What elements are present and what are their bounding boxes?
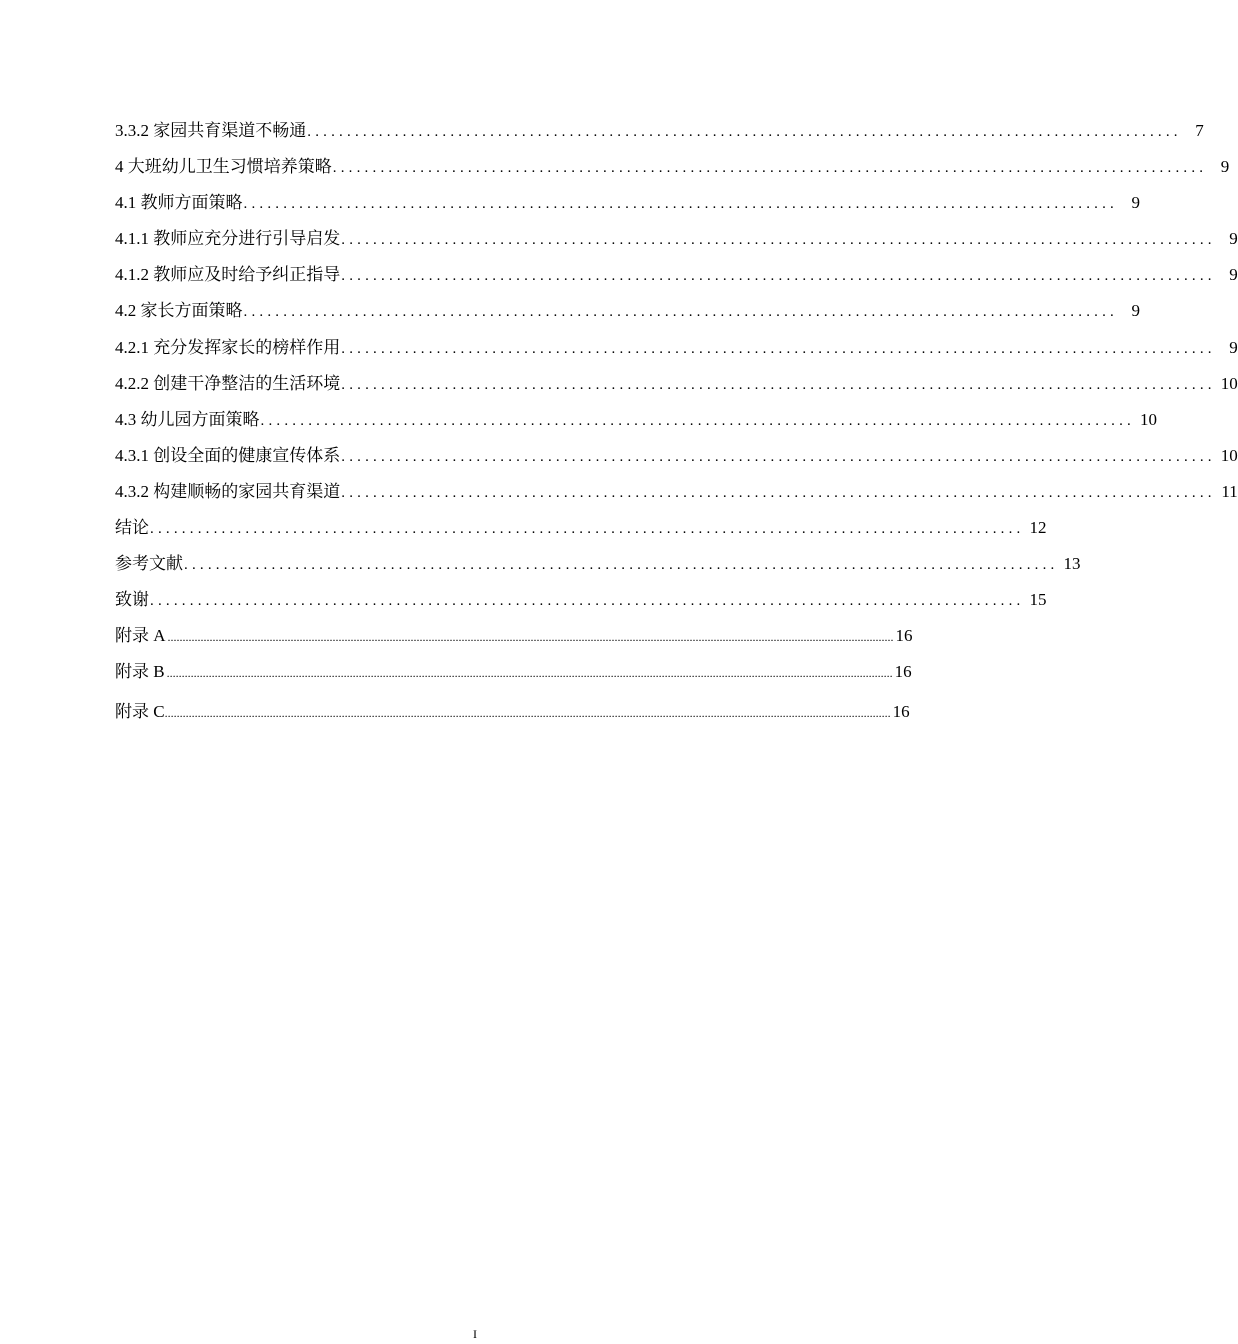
toc-dot-leader: ..............................................................................................................	[243, 304, 1118, 321]
toc-entry-page: 9	[1131, 193, 1140, 213]
toc-dot-leader: ..............................................................................................................	[341, 268, 1216, 285]
toc-entry-title: 附录 B	[115, 662, 165, 682]
toc-entry[interactable]	[115, 366, 1238, 402]
toc-entry-title: 致谢	[115, 590, 149, 610]
toc-entry-title: 4.3 幼儿园方面策略	[115, 409, 260, 429]
toc-entry[interactable]	[115, 185, 1140, 221]
toc-dot-leader: ..............................................................................................................	[341, 448, 1216, 465]
toc-entry-title: 4.2.1 充分发挥家长的榜样作用	[115, 337, 341, 357]
toc-entry-page: 16	[895, 626, 913, 646]
toc-entry-page: 16	[892, 701, 910, 721]
toc-entry[interactable]	[115, 221, 1238, 257]
toc-dot-leader: ..............................................................................................................	[243, 196, 1118, 213]
toc-entry-page: 13	[1063, 554, 1081, 574]
toc-entry[interactable]	[115, 474, 1238, 510]
toc-entry-page: 16	[894, 662, 912, 682]
toc-dot-leader: ..................................................................................................................................................................................................................................................	[164, 705, 891, 720]
toc-entry-page: 10	[1220, 445, 1238, 465]
toc-entry[interactable]	[115, 257, 1238, 293]
toc-entry-page: 9	[1220, 157, 1230, 177]
toc-entry[interactable]	[115, 618, 913, 654]
table-of-contents	[115, 113, 1238, 731]
toc-dot-leader: ..............................................................................................................	[341, 232, 1216, 249]
toc-dot-leader: ..............................................................................................................	[184, 557, 1059, 574]
toc-entry-title: 4 大班幼儿卫生习惯培养策略	[115, 157, 332, 177]
toc-entry-page: 15	[1029, 590, 1047, 610]
toc-entry[interactable]	[115, 293, 1140, 329]
toc-entry[interactable]	[115, 654, 912, 690]
toc-entry-page: 9	[1229, 229, 1238, 249]
toc-dot-leader: ..............................................................................................................	[307, 124, 1182, 140]
toc-dot-leader: ..............................................................................................................	[332, 160, 1208, 177]
toc-dot-leader: ..............................................................................................................	[341, 376, 1216, 393]
toc-entry-title: 4.3.2 构建顺畅的家园共育渠道	[115, 481, 341, 501]
toc-entry-page: 9	[1131, 301, 1140, 321]
toc-entry[interactable]	[115, 330, 1238, 366]
toc-dot-leader: ..............................................................................................................	[150, 521, 1025, 538]
toc-dot-leader: ..................................................................................................................................................................................................................................................	[166, 666, 893, 681]
toc-dot-leader: ..............................................................................................................	[260, 412, 1135, 429]
toc-entry-title: 4.3.1 创设全面的健康宣传体系	[115, 445, 341, 465]
toc-entry-title: 4.2 家长方面策略	[115, 301, 243, 321]
toc-entry-page: 11	[1221, 481, 1238, 501]
toc-entry-page: 10	[1140, 409, 1157, 429]
toc-dot-leader: ..............................................................................................................	[150, 593, 1025, 610]
toc-entry[interactable]	[115, 402, 1157, 438]
toc-entry[interactable]	[115, 438, 1238, 474]
toc-dot-leader: ..................................................................................................................................................................................................................................................	[167, 630, 894, 645]
toc-entry[interactable]	[115, 691, 910, 731]
toc-entry-page: 9	[1229, 337, 1238, 357]
page-number: I	[473, 1327, 477, 1341]
toc-entry-title: 结论	[115, 518, 149, 538]
toc-entry-page: 10	[1220, 373, 1238, 393]
toc-entry[interactable]	[115, 510, 1047, 546]
toc-dot-leader: ..............................................................................................................	[341, 484, 1216, 501]
toc-entry-title: 4.1.1 教师应充分进行引导启发	[115, 229, 341, 249]
toc-entry-title: 4.2.2 创建干净整洁的生活环境	[115, 373, 341, 393]
toc-entry-title: 附录 C	[115, 701, 165, 721]
toc-entry-page: 7	[1195, 121, 1204, 140]
toc-entry[interactable]	[115, 546, 1081, 582]
toc-entry-title: 4.1 教师方面策略	[115, 193, 243, 213]
toc-dot-leader: ..............................................................................................................	[341, 340, 1216, 357]
toc-entry-title: 参考文献	[115, 554, 183, 574]
toc-entry[interactable]	[115, 149, 1230, 185]
toc-entry-title: 4.1.2 教师应及时给予纠正指导	[115, 265, 341, 285]
toc-entry[interactable]	[115, 582, 1047, 618]
toc-entry-title: 3.3.2 家园共育渠道不畅通	[115, 121, 307, 140]
toc-entry-page: 12	[1029, 518, 1047, 538]
toc-entry[interactable]	[115, 113, 1204, 149]
toc-entry-page: 9	[1229, 265, 1238, 285]
toc-entry-title: 附录 A	[115, 626, 166, 646]
